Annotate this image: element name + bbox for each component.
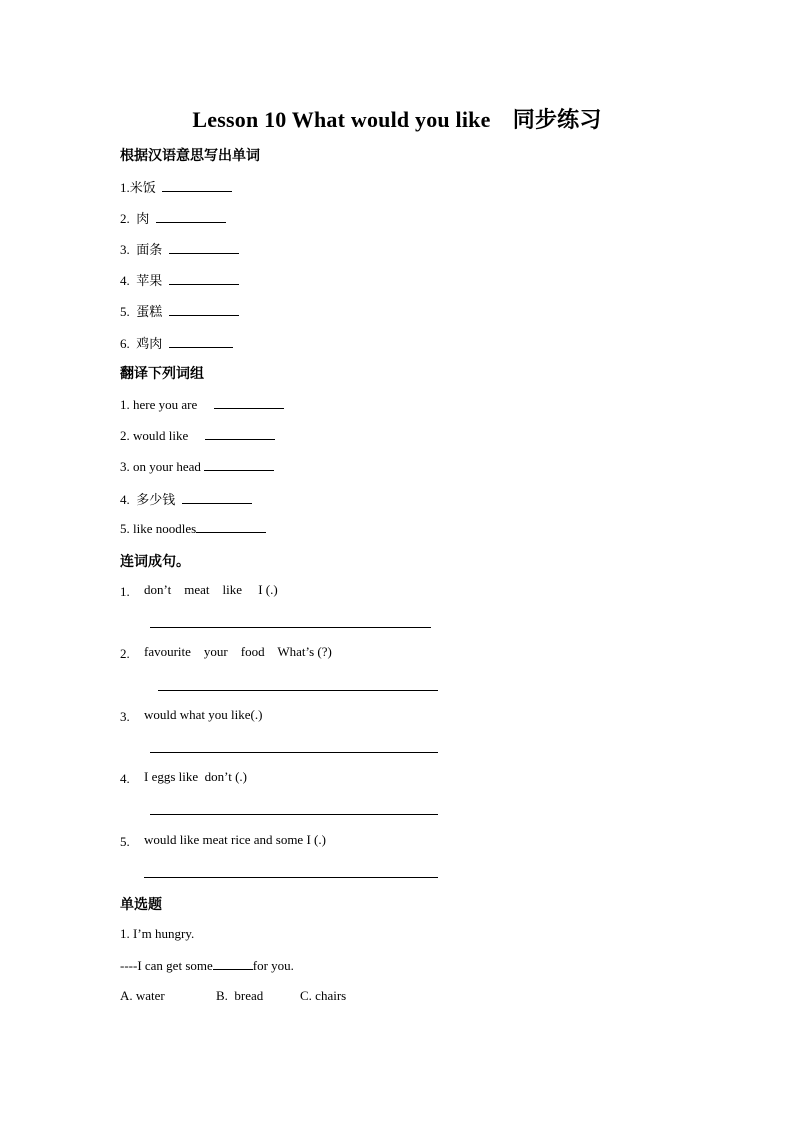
item-text: here you are	[133, 397, 198, 412]
prompt-before: ----I can get some	[120, 958, 213, 973]
section-heading-phrases: 翻译下列词组	[120, 366, 204, 382]
answer-line[interactable]	[150, 814, 438, 815]
answer-blank[interactable]	[162, 179, 232, 192]
item-text: 多少钱	[136, 493, 176, 508]
answer-line[interactable]	[158, 690, 438, 691]
item-text: 面条	[136, 243, 163, 258]
answer-line[interactable]	[144, 877, 438, 878]
option-c[interactable]: C. chairs	[300, 988, 347, 1003]
item-number: 5.	[120, 521, 130, 536]
vocab-item-5	[120, 301, 239, 320]
phrase-item-4	[120, 489, 252, 508]
answer-blank[interactable]	[156, 210, 226, 223]
phrase-item-5	[120, 520, 266, 537]
item-text: 苹果	[136, 274, 163, 289]
sentence-number: 2.	[120, 646, 130, 661]
item-number: 3.	[120, 459, 130, 474]
vocab-item-4	[120, 270, 239, 289]
section-heading-choice: 单选题	[120, 897, 162, 913]
item-text: 蛋糕	[136, 305, 163, 320]
option-a[interactable]: A. water	[120, 988, 165, 1003]
item-number: 3.	[120, 242, 130, 257]
sentence-words: favourite your food What’s (?)	[144, 644, 332, 659]
phrase-item-1	[120, 396, 284, 413]
sentence-number: 3.	[120, 709, 130, 724]
item-number: 1.	[120, 180, 130, 195]
sentence-words: would what you like(.)	[144, 707, 263, 722]
answer-blank[interactable]	[169, 303, 239, 316]
phrase-item-3	[120, 458, 274, 475]
answer-blank[interactable]	[169, 335, 233, 348]
answer-blank[interactable]	[182, 491, 252, 504]
sentence-words: would like meat rice and some I (.)	[144, 832, 326, 847]
vocab-item-1	[120, 177, 232, 196]
item-text: 肉	[136, 212, 150, 227]
section-heading-vocab: 根据汉语意思写出单词	[120, 148, 260, 164]
vocab-item-3	[120, 239, 239, 258]
sentence-number: 1.	[120, 584, 130, 599]
page-title: Lesson 10 What would you like 同步练习	[192, 107, 602, 132]
vocab-item-6	[120, 333, 233, 352]
item-text: 鸡肉	[136, 337, 163, 352]
sentence-words: I eggs like don’t (.)	[144, 769, 248, 784]
item-text: 米饭	[129, 181, 156, 196]
item-number: 5.	[120, 304, 130, 319]
prompt-after: for you.	[252, 958, 294, 973]
sentence-number: 5.	[120, 834, 130, 849]
item-number: 6.	[120, 336, 130, 351]
question-line: 1. I’m hungry.	[120, 926, 195, 941]
section-heading-sentences: 连词成句。	[120, 554, 190, 570]
option-b[interactable]: B. bread	[216, 988, 264, 1003]
sentence-number: 4.	[120, 771, 130, 786]
item-text: would like	[133, 428, 189, 443]
phrase-item-2	[120, 427, 275, 444]
item-number: 4.	[120, 492, 130, 507]
item-number: 2.	[120, 428, 130, 443]
item-text: on your head	[133, 459, 201, 474]
vocab-item-2	[120, 208, 226, 227]
answer-blank[interactable]	[169, 272, 239, 285]
item-number: 1.	[120, 397, 130, 412]
answer-blank[interactable]	[214, 396, 284, 409]
answer-line[interactable]	[150, 627, 431, 628]
answer-blank[interactable]	[205, 427, 275, 440]
item-number: 4.	[120, 273, 130, 288]
item-number: 2.	[120, 211, 130, 226]
sentence-words: don’t meat like I (.)	[144, 582, 278, 597]
answer-blank[interactable]	[169, 241, 239, 254]
answer-blank[interactable]	[196, 520, 266, 533]
item-text: like noodles	[133, 521, 197, 536]
prompt-line	[120, 957, 294, 974]
answer-blank[interactable]	[213, 957, 253, 970]
answer-line[interactable]	[150, 752, 438, 753]
answer-blank[interactable]	[204, 458, 274, 471]
